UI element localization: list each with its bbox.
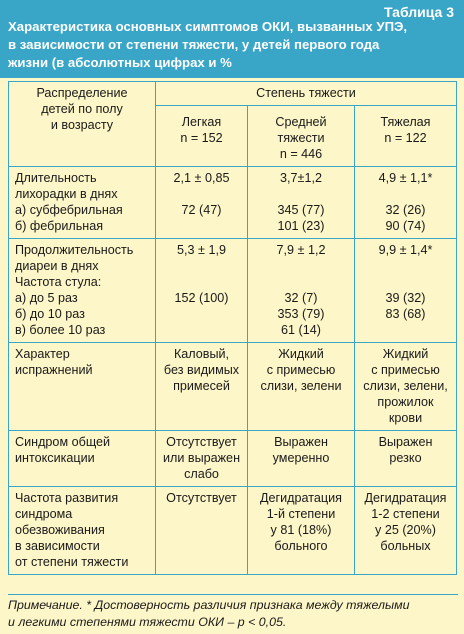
moderate-cell-line: 1-й степени bbox=[266, 507, 336, 521]
severe-cell-line: крови bbox=[388, 411, 423, 425]
mild-header-line: Легкая bbox=[181, 115, 222, 129]
moderate-cell-line: 101 (23) bbox=[277, 219, 325, 233]
moderate-cell-line: 3,7±1,2 bbox=[280, 171, 322, 185]
table-row bbox=[9, 239, 457, 343]
severe-cell-line bbox=[361, 274, 450, 290]
mild-cell-line: или выражен bbox=[162, 451, 241, 465]
severe-cell-line: 90 (74) bbox=[385, 219, 426, 233]
severe-header-line: n = 122 bbox=[384, 131, 427, 145]
mild-cell-line: 72 (47) bbox=[181, 203, 222, 217]
severe-cell-line: 32 (26) bbox=[385, 203, 426, 217]
mild-cell bbox=[156, 487, 248, 575]
mild-cell bbox=[156, 239, 248, 343]
group-header-line: Распределение bbox=[36, 86, 128, 100]
label-cell-line: испражнений bbox=[15, 363, 93, 377]
mild-cell-line bbox=[162, 218, 241, 234]
table-header-bar bbox=[0, 0, 464, 78]
mild-cell-line: Отсутствует bbox=[166, 435, 237, 449]
group-header-line: и возрасту bbox=[50, 118, 114, 132]
label-cell bbox=[9, 239, 156, 343]
label-cell-line: синдрома bbox=[15, 507, 73, 521]
label-cell-line: а) до 5 раз bbox=[15, 291, 78, 305]
mild-cell-line: 5,3 ± 1,9 bbox=[177, 243, 226, 257]
severe-cell-line bbox=[361, 186, 450, 202]
label-cell-line: б) до 10 раз bbox=[15, 307, 85, 321]
moderate-cell-line: Дегидратация bbox=[260, 491, 342, 505]
label-cell-line: а) субфебрильная bbox=[15, 203, 123, 217]
moderate-header-line: n = 446 bbox=[279, 147, 323, 161]
severe-cell bbox=[355, 431, 457, 487]
label-cell-line: б) фебрильная bbox=[15, 219, 104, 233]
mild-cell bbox=[156, 431, 248, 487]
moderate-cell-line: 345 (77) bbox=[277, 203, 325, 217]
severe-cell-line bbox=[361, 322, 450, 338]
severe-cell-line: Жидкий bbox=[382, 347, 429, 361]
label-cell-line: в) более 10 раз bbox=[15, 323, 106, 337]
mild-cell-line bbox=[162, 274, 241, 290]
group-header-cell bbox=[9, 82, 156, 167]
mild-cell-line: без видимых bbox=[163, 363, 240, 377]
moderate-cell-line bbox=[254, 274, 348, 290]
label-cell-line: от степени тяжести bbox=[15, 555, 129, 569]
label-cell-line: лихорадки в днях bbox=[15, 187, 118, 201]
severe-cell bbox=[355, 487, 457, 575]
moderate-cell-line: Выражен bbox=[274, 435, 328, 449]
severe-cell-line: резко bbox=[389, 451, 422, 465]
header-row bbox=[9, 82, 457, 106]
label-cell-line: интоксикации bbox=[15, 451, 95, 465]
severe-cell-line: 1-2 степени bbox=[371, 507, 440, 521]
label-cell-line: Продолжительность bbox=[15, 243, 134, 257]
mild-cell bbox=[156, 167, 248, 239]
mild-cell-line: примесей bbox=[173, 379, 230, 393]
severe-cell-line: 39 (32) bbox=[385, 291, 426, 305]
symptoms-table bbox=[8, 81, 457, 575]
mild-header-cell bbox=[156, 106, 248, 167]
severe-cell-line: 9,9 ± 1,4* bbox=[378, 243, 433, 257]
severity-header-cell: Степень тяжести bbox=[156, 82, 457, 106]
label-cell bbox=[9, 431, 156, 487]
title-line: в зависимости от степени тяжести, у детей первого года bbox=[8, 37, 380, 52]
moderate-cell-line: умеренно bbox=[272, 451, 330, 465]
mild-cell-line bbox=[162, 322, 241, 338]
severe-cell-line: слизи, зелени, bbox=[363, 379, 448, 393]
group-header-line: детей по полу bbox=[41, 102, 123, 116]
moderate-cell-line: с примесью bbox=[266, 363, 336, 377]
mild-cell-line: Отсутствует bbox=[166, 491, 237, 505]
mild-cell-line bbox=[162, 258, 241, 274]
severe-cell bbox=[355, 167, 457, 239]
mild-cell-line bbox=[162, 186, 241, 202]
label-cell-line: в зависимости bbox=[15, 539, 100, 553]
table-row bbox=[9, 431, 457, 487]
severe-cell-line: у 25 (20%) bbox=[375, 523, 436, 537]
severe-cell-line: 4,9 ± 1,1* bbox=[378, 171, 433, 185]
moderate-cell-line: Жидкий bbox=[278, 347, 324, 361]
label-cell-line: обезвоживания bbox=[15, 523, 105, 537]
mild-cell-line: 2,1 ± 0,85 bbox=[173, 171, 230, 185]
mild-cell-line bbox=[162, 306, 241, 322]
note-line: и легкими степенями тяжести ОКИ – p < 0,05. bbox=[8, 615, 287, 629]
title-line: жизни (в абсолютных цифрах и % bbox=[8, 55, 232, 70]
label-cell-line: Синдром общей bbox=[15, 435, 111, 449]
severe-cell-line: прожилок bbox=[377, 395, 434, 409]
note-line: Примечание. * Достоверность различия признака между тяжелыми bbox=[8, 598, 410, 612]
moderate-cell-line: 61 (14) bbox=[281, 323, 321, 337]
mild-header-line: n = 152 bbox=[180, 131, 223, 145]
mild-cell bbox=[156, 343, 248, 431]
table-row bbox=[9, 167, 457, 239]
label-cell-line: диареи в днях bbox=[15, 259, 99, 273]
mild-cell-line: 152 (100) bbox=[174, 291, 229, 305]
moderate-cell bbox=[248, 167, 355, 239]
table-row bbox=[9, 343, 457, 431]
moderate-cell bbox=[248, 343, 355, 431]
moderate-header-cell bbox=[248, 106, 355, 167]
severe-cell-line bbox=[361, 258, 450, 274]
severe-cell bbox=[355, 343, 457, 431]
moderate-header-line: тяжести bbox=[277, 131, 325, 145]
moderate-cell-line: 32 (7) bbox=[284, 291, 318, 305]
mild-cell-line: слабо bbox=[184, 467, 219, 481]
table-number: Таблица 3 bbox=[383, 4, 454, 20]
table-title bbox=[8, 18, 458, 72]
severe-header-line: Тяжелая bbox=[380, 115, 431, 129]
moderate-cell bbox=[248, 239, 355, 343]
label-cell bbox=[9, 487, 156, 575]
severe-cell-line: Выражен bbox=[378, 435, 433, 449]
severe-cell-line: с примесью bbox=[371, 363, 440, 377]
label-cell-line: Длительность bbox=[15, 171, 97, 185]
moderate-cell-line: 7,9 ± 1,2 bbox=[276, 243, 326, 257]
label-cell-line: Частота стула: bbox=[15, 275, 102, 289]
label-cell bbox=[9, 167, 156, 239]
label-cell-line: Частота развития bbox=[15, 491, 119, 505]
severe-cell-line: Дегидратация bbox=[364, 491, 447, 505]
severe-header-cell bbox=[355, 106, 457, 167]
moderate-cell-line: слизи, зелени bbox=[260, 379, 342, 393]
moderate-cell-line: больного bbox=[274, 539, 328, 553]
moderate-cell bbox=[248, 487, 355, 575]
table-row bbox=[9, 487, 457, 575]
severe-cell bbox=[355, 239, 457, 343]
table-body bbox=[9, 167, 457, 575]
title-line: Характеристика основных симптомов ОКИ, вызванных УПЭ, bbox=[8, 19, 408, 34]
label-cell bbox=[9, 343, 156, 431]
moderate-cell-line bbox=[254, 258, 348, 274]
severe-cell-line: 83 (68) bbox=[385, 307, 426, 321]
moderate-cell-line: у 81 (18%) bbox=[270, 523, 332, 537]
moderate-cell bbox=[248, 431, 355, 487]
severe-cell-line: больных bbox=[380, 539, 431, 553]
table-note bbox=[8, 594, 458, 631]
moderate-header-line: Средней bbox=[275, 115, 327, 129]
moderate-cell-line bbox=[254, 186, 348, 202]
moderate-cell-line: 353 (79) bbox=[277, 307, 325, 321]
label-cell-line: Характер bbox=[15, 347, 70, 361]
mild-cell-line: Каловый, bbox=[173, 347, 230, 361]
